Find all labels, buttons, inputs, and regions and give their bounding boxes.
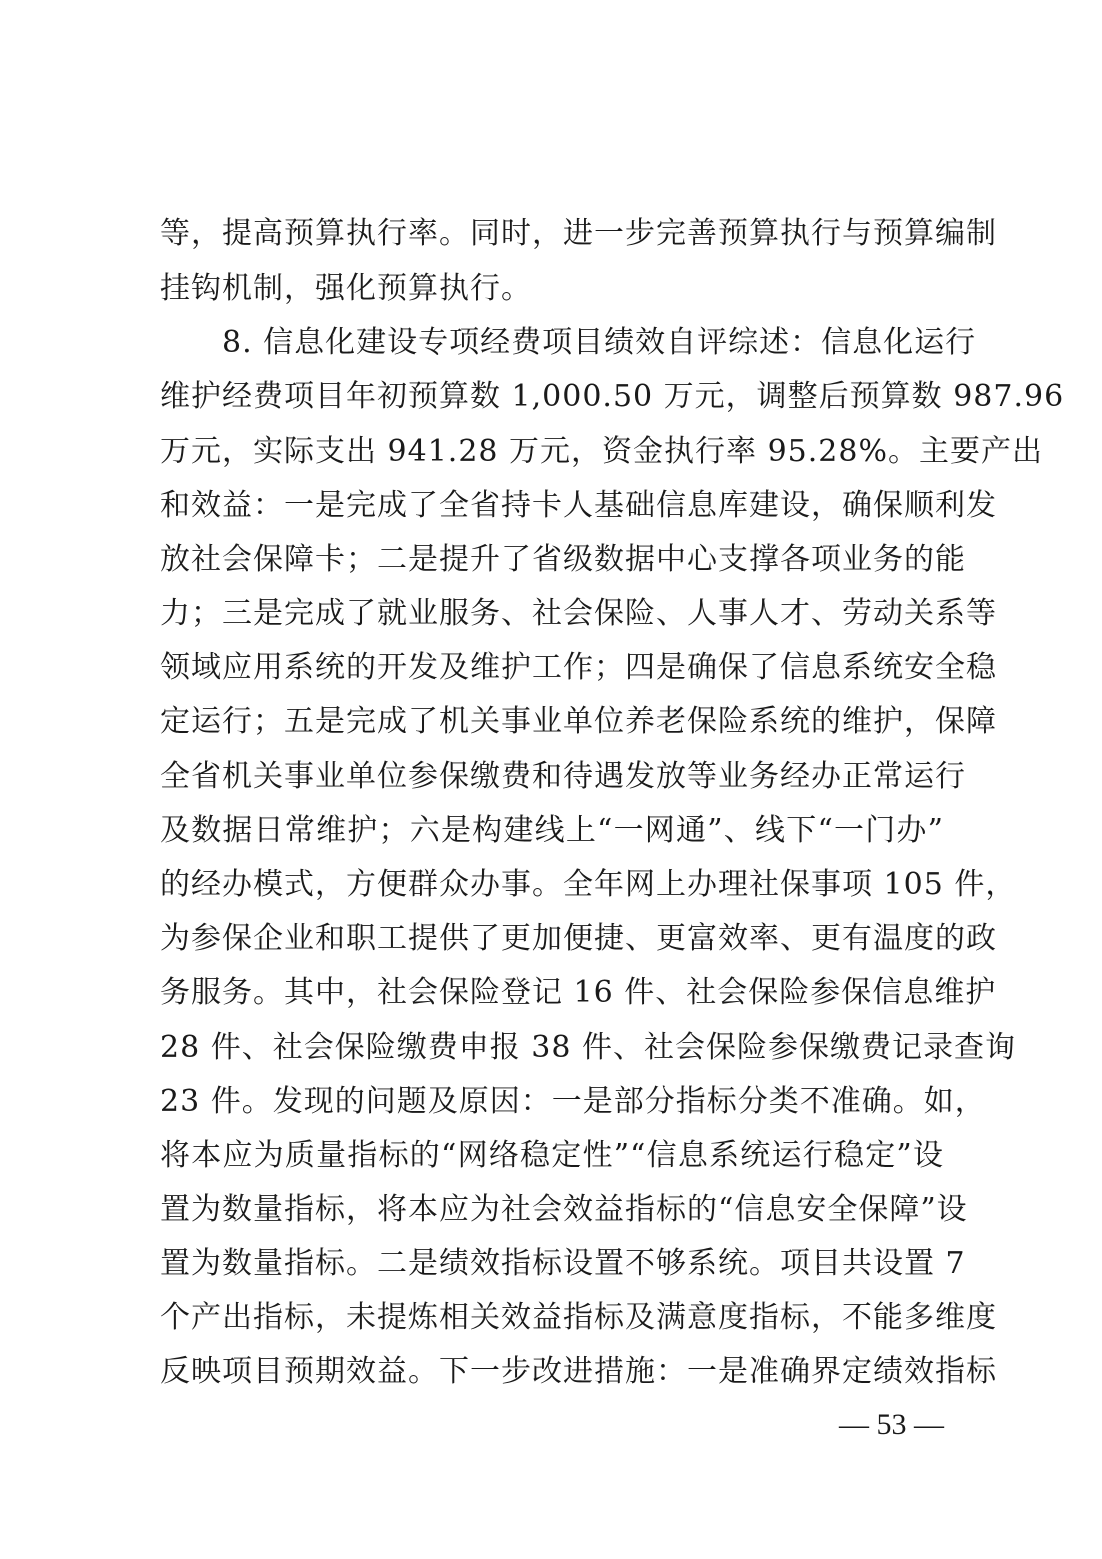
- text-line: 务服务。其中，社会保险登记 16 件、社会保险参保信息维护: [160, 975, 997, 1010]
- text-line: 力；三是完成了就业服务、社会保险、人事人才、劳动关系等: [160, 596, 997, 631]
- text-line: 万元，实际支出 941.28 万元，资金执行率 95.28%。主要产出: [160, 434, 1043, 469]
- section-heading-line: 8. 信息化建设专项经费项目绩效自评综述：信息化运行: [160, 325, 977, 360]
- text-line: 将本应为质量指标的“网络稳定性”“信息系统运行稳定”设: [160, 1138, 944, 1173]
- text-line: 28 件、社会保险缴费申报 38 件、社会保险参保缴费记录查询: [160, 1030, 1016, 1065]
- text-line: 维护经费项目年初预算数 1,000.50 万元，调整后预算数 987.96: [160, 379, 1065, 414]
- text-line: 置为数量指标。二是绩效指标设置不够系统。项目共设置 7: [160, 1246, 966, 1281]
- text-line: 挂钩机制，强化预算执行。: [160, 271, 532, 306]
- text-line: 等，提高预算执行率。同时，进一步完善预算执行与预算编制: [160, 216, 997, 251]
- text-line: 个产出指标，未提炼相关效益指标及满意度指标，不能多维度: [160, 1300, 997, 1335]
- text-line: 反映项目预期效益。下一步改进措施：一是准确界定绩效指标: [160, 1354, 997, 1389]
- text-line: 及数据日常维护；六是构建线上“一网通”、线下“一门办”: [160, 813, 944, 848]
- text-line: 定运行；五是完成了机关事业单位养老保险系统的维护，保障: [160, 704, 997, 739]
- text-line: 为参保企业和职工提供了更加便捷、更富效率、更有温度的政: [160, 921, 997, 956]
- page-number: — 53 —: [839, 1408, 944, 1441]
- text-line: 放社会保障卡；二是提升了省级数据中心支撑各项业务的能: [160, 542, 966, 577]
- text-line: 的经办模式，方便群众办事。全年网上办理社保事项 105 件，: [160, 867, 1017, 902]
- text-line: 和效益：一是完成了全省持卡人基础信息库建设，确保顺利发: [160, 488, 997, 523]
- text-line: 23 件。发现的问题及原因：一是部分指标分类不准确。如，: [160, 1084, 986, 1119]
- text-line: 置为数量指标，将本应为社会效益指标的“信息安全保障”设: [160, 1192, 968, 1227]
- text-line: 领域应用系统的开发及维护工作；四是确保了信息系统安全稳: [160, 650, 997, 685]
- text-line: 全省机关事业单位参保缴费和待遇发放等业务经办正常运行: [160, 759, 966, 794]
